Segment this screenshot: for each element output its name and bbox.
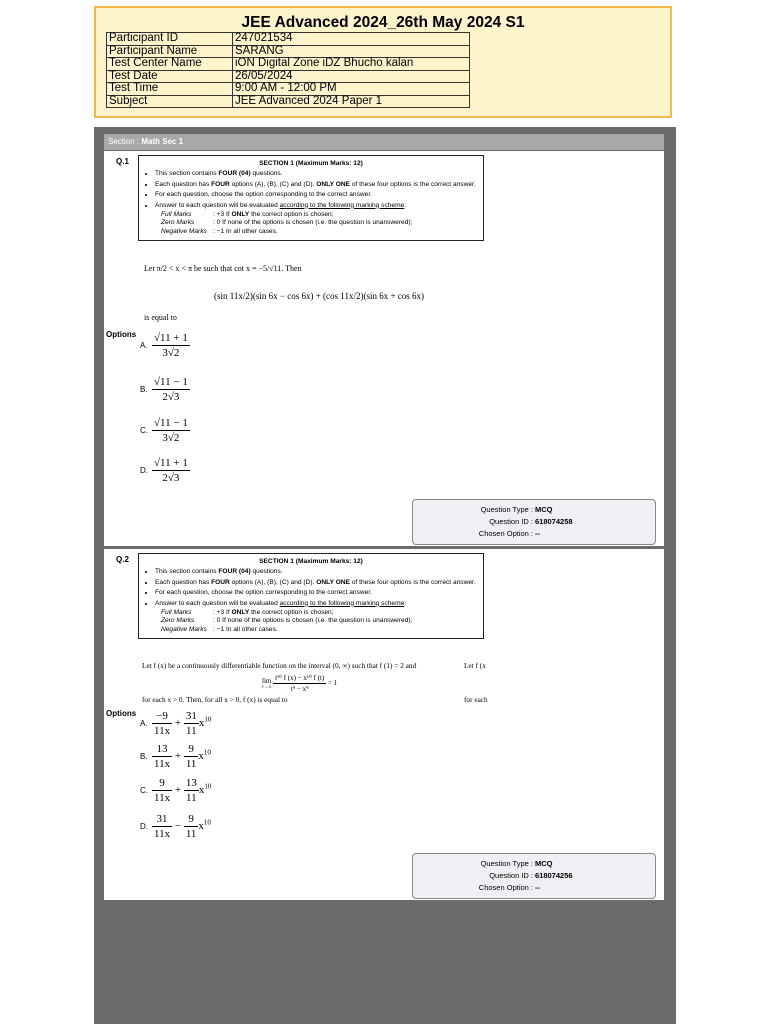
denominator: 11x	[154, 758, 171, 770]
question-card	[104, 151, 664, 546]
scheme-value: : 0 If none of the options is chosen (i.e. the question is unanswered);	[213, 219, 413, 227]
variable: x	[198, 717, 205, 730]
text: ONLY ONE	[316, 180, 350, 188]
option-c[interactable]	[140, 416, 190, 445]
denominator: 11x	[154, 828, 171, 840]
denominator: 3√2	[162, 432, 180, 444]
instruction-item	[155, 201, 479, 211]
instruction-item	[155, 599, 479, 609]
variable: x	[198, 784, 205, 797]
option-letter: C.	[140, 426, 148, 435]
instructions-title: SECTION 1 (Maximum Marks: 12)	[259, 160, 363, 167]
scheme-name: Negative Marks	[161, 227, 207, 235]
option-d[interactable]	[140, 812, 211, 841]
text: questions.	[250, 170, 283, 178]
info-row	[107, 70, 470, 83]
text: according to the following marking scheme	[279, 599, 405, 607]
option-a[interactable]	[140, 709, 211, 738]
scheme-value: : 0 If none of the options is chosen (i.e. the question is unanswered);	[213, 617, 413, 625]
question-stem: for each x > 0. Then, for all x > 0, f (x) is equal to	[142, 695, 288, 704]
operator: −	[174, 820, 182, 833]
variable: x	[198, 750, 204, 763]
option-a[interactable]	[140, 331, 190, 360]
text: Each question has	[155, 180, 212, 188]
scheme-value: : −1 In all other cases.	[213, 625, 278, 633]
question-type: MCQ	[535, 505, 553, 514]
marking-scheme	[143, 609, 479, 634]
info-key: Participant ID	[107, 33, 233, 46]
options-label: Options	[106, 330, 137, 339]
info-row	[107, 58, 470, 71]
meta-label: Chosen Option :	[478, 883, 533, 892]
section-name: Math Sec 1	[141, 137, 184, 146]
option-fraction	[152, 456, 190, 485]
instruction-item	[155, 567, 479, 577]
text: FOUR	[211, 180, 230, 188]
question-card	[104, 549, 664, 900]
denominator: 11x	[154, 792, 171, 804]
info-key: Subject	[107, 95, 233, 108]
marking-scheme	[143, 211, 479, 236]
scheme-value: : −1 In all other cases.	[213, 227, 278, 235]
text: :	[404, 201, 407, 209]
question-meta-box	[412, 499, 656, 545]
operator: +	[174, 784, 182, 797]
question-stem-fragment: Let f (x	[464, 661, 486, 670]
info-value: JEE Advanced 2024 Paper 1	[233, 95, 470, 108]
option-letter: A.	[140, 719, 148, 728]
operator: +	[174, 750, 182, 763]
text: of these four options is the correct answer.	[349, 180, 476, 188]
scheme-name: Zero Marks	[161, 219, 195, 227]
option-letter: A.	[140, 341, 148, 350]
text: options (A), (B), (C) and (D).	[229, 180, 317, 188]
text: Answer to each question will be evaluated	[155, 201, 280, 209]
question-stem: Let π/2 < x < π be such that cot x = −5/√11. Then	[144, 264, 302, 273]
instruction-item: • For each question, choose the option corresponding to the correct answer.	[155, 588, 479, 598]
info-key: Test Time	[107, 83, 233, 96]
denominator: 11	[186, 725, 197, 737]
scheme-value: the correct option is chosen;	[249, 211, 334, 219]
option-letter: D.	[140, 822, 148, 831]
scheme-value: : +3 If	[213, 211, 232, 219]
option-fraction	[152, 375, 190, 404]
equals: = 1	[327, 679, 338, 688]
numerator: 9	[184, 812, 199, 827]
option-b[interactable]	[140, 375, 190, 404]
numerator: √11 + 1	[154, 457, 188, 469]
question-id: 618074256	[535, 871, 573, 880]
text: FOUR (04)	[218, 170, 251, 178]
info-value: 247021534	[233, 33, 470, 46]
instructions-box	[138, 553, 484, 639]
question-expression: (sin 11x/2)(sin 6x − cos 6x) + (cos 11x/2)(sin 6x + cos 6x)	[214, 291, 425, 301]
instructions-title: SECTION 1 (Maximum Marks: 12)	[259, 558, 363, 565]
info-value: 26/05/2024	[233, 70, 470, 83]
scheme-name: Full Marks	[161, 211, 192, 219]
denominator: 11x	[154, 725, 171, 737]
text: Answer to each question will be evaluated	[155, 599, 280, 607]
meta-label: Question Type :	[480, 505, 533, 514]
text: FOUR (04)	[218, 568, 251, 576]
instruction-item	[155, 180, 479, 190]
scheme-name: Negative Marks	[161, 625, 207, 633]
option-c[interactable]	[140, 776, 211, 805]
info-key: Test Center Name	[107, 58, 233, 71]
chosen-option: --	[535, 529, 540, 538]
section-label: Section :	[108, 137, 140, 146]
header-panel	[94, 6, 672, 118]
info-value: SARANG	[233, 45, 470, 58]
question-number: Q.1	[116, 157, 129, 166]
meta-label: Chosen Option :	[478, 529, 533, 538]
exponent: 10	[204, 782, 212, 791]
scheme-name: Full Marks	[161, 609, 192, 617]
exponent: 10	[203, 818, 211, 827]
text: :	[404, 599, 407, 607]
denominator: 3√2	[162, 347, 180, 359]
instruction-item	[155, 169, 479, 179]
limit-fraction	[273, 673, 326, 694]
exponent: 10	[204, 715, 212, 724]
info-value: iON Digital Zone iDZ Bhucho kalan	[233, 58, 470, 71]
info-key: Test Date	[107, 70, 233, 83]
option-letter: C.	[140, 786, 148, 795]
option-letter: B.	[140, 385, 148, 394]
text: of these four options is the correct answer.	[349, 578, 476, 586]
meta-label: Question ID :	[489, 517, 533, 526]
question-stem-fragment: for each	[464, 695, 488, 704]
numerator: √11 − 1	[154, 376, 188, 388]
option-letter: D.	[140, 466, 148, 475]
info-row	[107, 33, 470, 46]
denominator: t⁹ − x⁹	[290, 685, 309, 693]
instructions-box	[138, 155, 484, 241]
lim: lim	[262, 677, 272, 685]
limit-expression	[262, 673, 337, 694]
instruction-item	[155, 578, 479, 588]
question-id: 618074258	[535, 517, 573, 526]
numerator: √11 + 1	[154, 332, 188, 344]
option-fraction	[152, 416, 190, 445]
scheme-value: the correct option is chosen;	[249, 609, 334, 617]
question-number: Q.2	[116, 555, 129, 564]
denominator: 11	[185, 758, 197, 770]
section-header	[104, 134, 664, 150]
text: options (A), (B), (C) and (D).	[229, 578, 317, 586]
info-row	[107, 83, 470, 96]
chosen-option: --	[535, 883, 540, 892]
scheme-name: Zero Marks	[161, 617, 195, 625]
scheme-value: ONLY	[231, 211, 250, 219]
option-b[interactable]	[140, 742, 211, 771]
participant-info-table	[106, 32, 470, 108]
text: questions.	[250, 568, 283, 576]
text: ONLY ONE	[316, 578, 350, 586]
numerator: 9	[184, 742, 199, 757]
info-key: Participant Name	[107, 45, 233, 58]
exponent: 10	[203, 748, 211, 757]
text: FOUR	[211, 578, 230, 586]
question-stem: is equal to	[144, 313, 177, 322]
page-title: JEE Advanced 2024_26th May 2024 S1	[241, 14, 525, 31]
text: Each question has	[155, 578, 212, 586]
numerator: 31	[185, 710, 197, 722]
lim-sub: t→x	[262, 685, 272, 690]
question-stem: Let f (x) be a continuously differentiable function on the interval (0, ∞) such that f (1) = 2 and	[142, 661, 417, 670]
numerator: 13	[152, 742, 172, 757]
options-label: Options	[106, 709, 137, 718]
numerator: 31	[152, 812, 172, 827]
numerator: −9	[152, 709, 172, 724]
meta-label: Question ID :	[489, 871, 533, 880]
scheme-value: ONLY	[231, 609, 250, 617]
numerator: 9	[152, 776, 172, 791]
info-row	[107, 95, 470, 108]
question-meta-box	[412, 853, 656, 899]
instruction-item: • For each question, choose the option corresponding to the correct answer.	[155, 190, 479, 200]
info-value: 9:00 AM - 12:00 PM	[233, 83, 470, 96]
numerator: √11 − 1	[154, 417, 188, 429]
denominator: 2√3	[162, 472, 180, 484]
option-d[interactable]	[140, 456, 190, 485]
numerator: 13	[185, 777, 197, 789]
meta-label: Question Type :	[480, 859, 533, 868]
denominator: 11	[186, 792, 197, 804]
option-fraction	[152, 331, 190, 360]
operator: +	[174, 717, 182, 730]
info-row	[107, 45, 470, 58]
text: This section contains	[155, 568, 219, 576]
denominator: 11	[185, 828, 197, 840]
text: This section contains	[155, 170, 219, 178]
denominator: 2√3	[162, 391, 180, 403]
numerator: t¹⁰ f (x) − x¹⁰ f (t)	[275, 674, 325, 682]
option-letter: B.	[140, 752, 148, 761]
variable: x	[198, 820, 204, 833]
question-type: MCQ	[535, 859, 553, 868]
scheme-value: : +3 If	[213, 609, 232, 617]
text: according to the following marking scheme	[279, 201, 405, 209]
